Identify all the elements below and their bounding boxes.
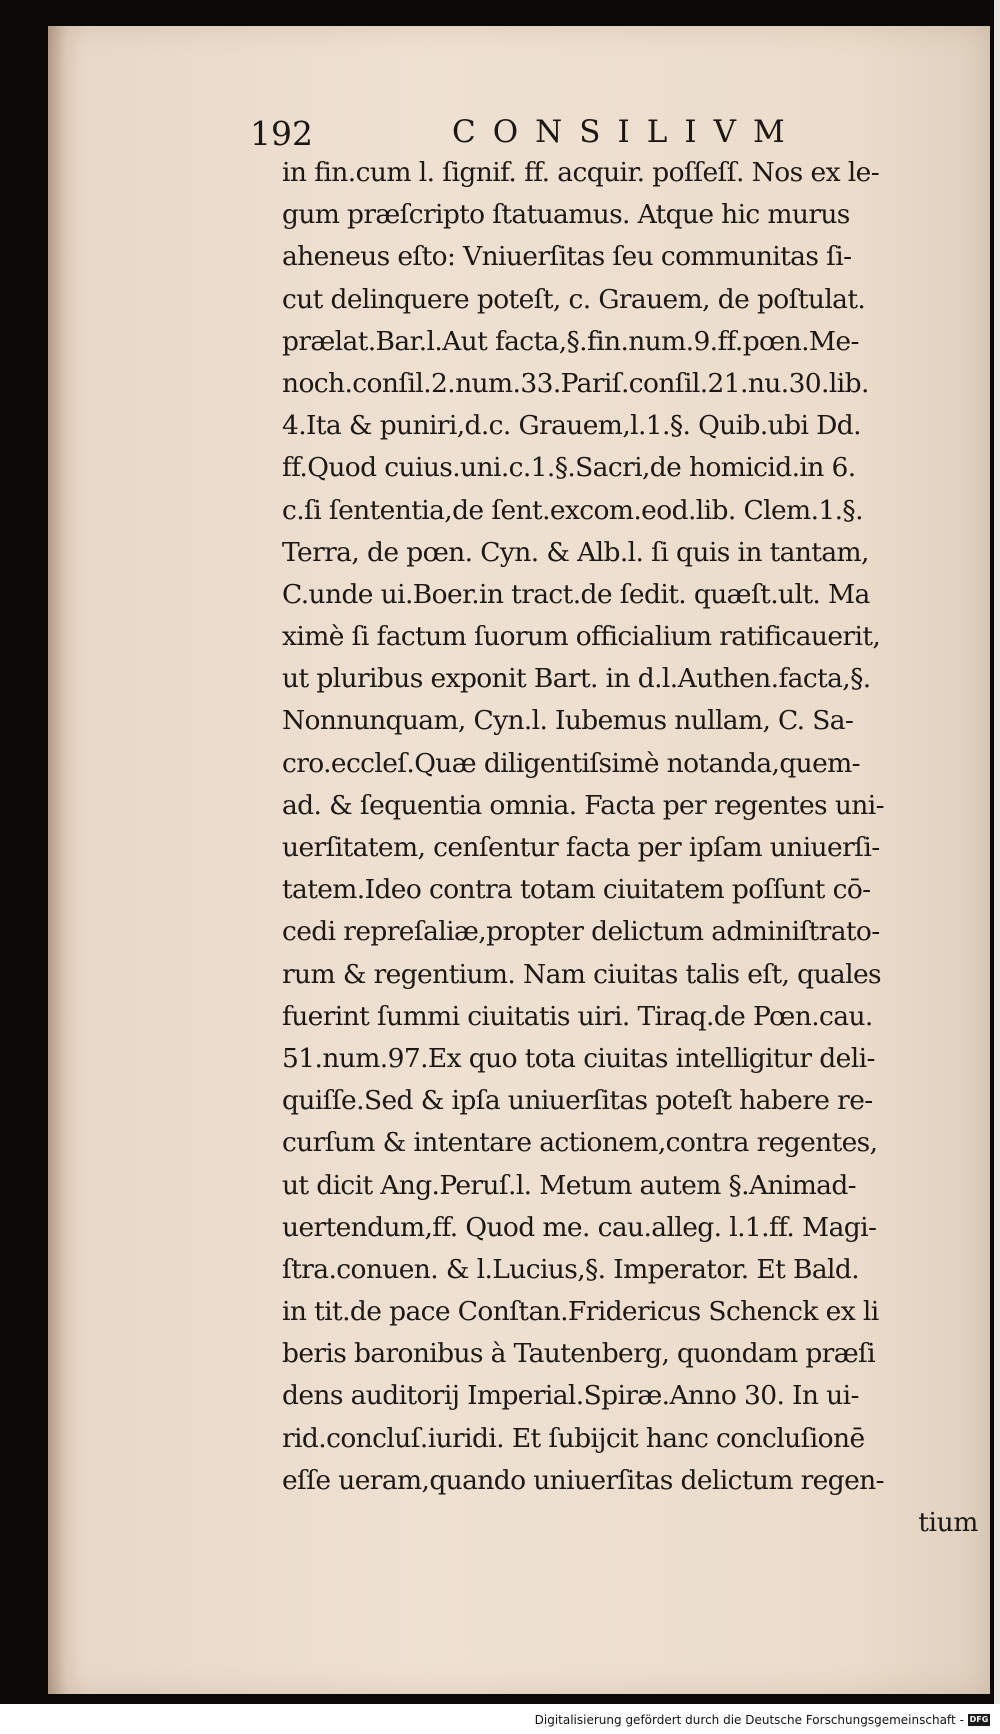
text-line: ut dicit Ang.Peruſ.l. Metum autem §.Animad- bbox=[282, 1169, 857, 1201]
text-line: C.unde ui.Boer.in tract.de ſedit. quæſt.ult. Ma bbox=[282, 578, 870, 610]
text-line: rid.concluſ.iuridi. Et ſubijcit hanc concluſionē bbox=[282, 1422, 865, 1454]
footer-credit: Digitalisierung gefördert durch die Deutsche Forschungsgemeinschaft - DFG bbox=[534, 1713, 989, 1727]
text-line: aheneus eſto: Vniuerſitas ſeu communitas ſi- bbox=[282, 241, 852, 273]
text-line: ximè ſi factum ſuorum officialium ratificauerit, bbox=[282, 621, 881, 653]
text-line: dens auditorij Imperial.Spiræ.Anno 30. In ui- bbox=[282, 1380, 859, 1412]
footer-credit-text: Digitalisierung gefördert durch die Deutsche Forschungsgemeinschaft bbox=[534, 1713, 956, 1727]
text-line: Nonnunquam, Cyn.l. Iubemus nullam, C. Sa- bbox=[282, 705, 854, 737]
text-line: cut delinquere poteſt, c. Grauem, de poſtulat. bbox=[282, 283, 866, 315]
text-line: cedi repreſaliæ,propter delictum adminiſtrato- bbox=[282, 916, 880, 948]
page-gutter-shadow bbox=[48, 26, 66, 1694]
scan-edge bbox=[994, 0, 1000, 1734]
text-line: 4.Ita & puniri,d.c. Grauem,l.1.§. Quib.ubi Dd. bbox=[282, 410, 861, 442]
text-line: quiſſe.Sed & ipſa uniuerſitas poteſt habere re- bbox=[282, 1085, 873, 1117]
text-line: c.ſi ſententia,de ſent.excom.eod.lib. Clem.1.§. bbox=[282, 494, 863, 526]
text-line: rum & regentium. Nam ciuitas talis eſt, quales bbox=[282, 958, 881, 990]
running-title: CONSILIVM bbox=[452, 114, 802, 150]
text-line: uerſitatem, cenſentur facta per ipſam uniuerſi- bbox=[282, 832, 880, 863]
page-number: 192 bbox=[250, 114, 313, 153]
text-line: eſſe ueram,quando uniuerſitas delictum regen- bbox=[282, 1464, 884, 1496]
text-line: noch.conſil.2.num.33.Pariſ.conſil.21.nu.30.lib. bbox=[282, 367, 869, 399]
dfg-logo-icon: DFG bbox=[969, 1715, 989, 1724]
text-line: ff.Quod cuius.uni.c.1.§.Sacri,de homicid.in 6. bbox=[282, 452, 856, 484]
text-line: prælat.Bar.l.Aut facta,§.fin.num.9.ff.pœn.Me- bbox=[282, 325, 859, 357]
text-line: curſum & intentare actionem,contra regentes, bbox=[282, 1127, 878, 1159]
text-line: Terra, de pœn. Cyn. & Alb.l. ſi quis in tantam, bbox=[282, 536, 869, 568]
body-text bbox=[282, 152, 982, 1544]
text-line: tatem.Ideo contra totam ciuitatem poſſunt cō- bbox=[282, 874, 871, 906]
text-line: fuerint ſummi ciuitatis uiri. Tiraq.de Pœn.cau. bbox=[282, 1000, 873, 1032]
text-line: in fin.cum l. ſignif. ff. acquir. poſſeſſ. Nos ex le- bbox=[282, 157, 880, 188]
text-line: cro.eccleſ.Quæ diligentiſsimè notanda,quem- bbox=[282, 747, 860, 779]
text-line: uertendum,ff. Quod me. cau.alleg. l.1.ff. Magi- bbox=[282, 1211, 877, 1243]
text-line: ſtra.conuen. & l.Lucius,§. Imperator. Et Bald. bbox=[282, 1253, 860, 1285]
catchword: tium bbox=[918, 1507, 978, 1538]
text-line: 51.num.97.Ex quo tota ciuitas intelligitur deli- bbox=[282, 1042, 875, 1074]
text-line: in tit.de pace Conſtan.Fridericus Schenck ex li bbox=[282, 1296, 879, 1328]
text-line: ad. & ſequentia omnia. Facta per regentes uni- bbox=[282, 789, 884, 821]
text-line: ut pluribus exponit Bart. in d.l.Authen.facta,§. bbox=[282, 663, 871, 695]
text-line: gum præſcripto ſtatuamus. Atque hic murus bbox=[282, 199, 850, 231]
text-line: beris baronibus à Tautenberg, quondam præſi bbox=[282, 1338, 876, 1370]
